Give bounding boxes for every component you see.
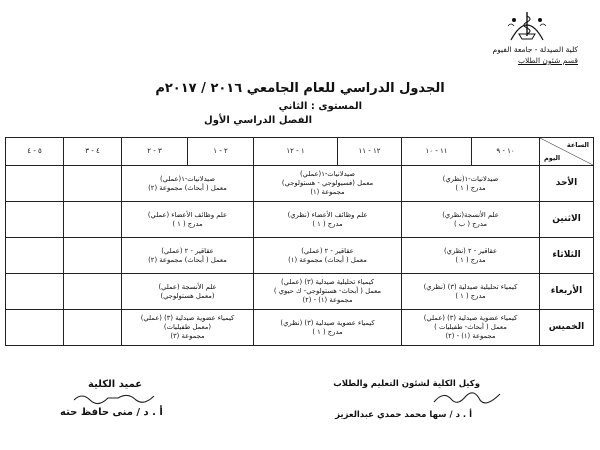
- header-row: [6, 138, 594, 166]
- empty-cell: [64, 238, 122, 274]
- empty-cell: [6, 274, 64, 310]
- dean-title: عميد الكلية: [88, 379, 143, 390]
- day-label: الخميس: [540, 310, 594, 346]
- class-cell: صيدلانيات-١(نظري) مدرج ( ١ ): [402, 166, 540, 202]
- class-cell: علم الأنسجة(نظري) مدرج ( ب ): [402, 202, 540, 238]
- day-row-thursday: [6, 310, 594, 346]
- class-cell: كيمياء عضوية صيدلية (٣) (نظري) مدرج ( ١ ): [254, 310, 402, 346]
- day-label: الاثنين: [540, 202, 594, 238]
- class-cell: كيمياء تحليلية صيدلية (٣) (عملي) معمل ( أبحاث- هستولوجي- ك حيوي ) مجموعة (١) - (٢): [254, 274, 402, 310]
- vice-dean-name: أ . د / سها محمد حمدي عبدالعزيز: [335, 410, 472, 420]
- time-slot: ١١ - ١٠: [402, 138, 472, 166]
- time-slot: ٣ - ٢: [122, 138, 188, 166]
- time-slot: ٢ - ١: [188, 138, 254, 166]
- day-row-sunday: [6, 166, 594, 202]
- day-corner-label: اليوم: [544, 154, 561, 162]
- dean-name: أ . د / منى حافظ حته: [60, 407, 163, 418]
- dean-signature: [70, 390, 160, 408]
- empty-cell: [64, 166, 122, 202]
- class-cell: كيمياء عضوية صيدلية (٣) (عملي) (معمل طفيليات) مجموعة (٣): [122, 310, 254, 346]
- time-slot: ١٠ - ٩: [472, 138, 540, 166]
- day-row-wednesday: [6, 274, 594, 310]
- time-slot: ٤ - ٣: [64, 138, 122, 166]
- class-cell: عقاقير - ٢ (نظري) مدرج ( ١ ): [402, 238, 540, 274]
- empty-cell: [6, 166, 64, 202]
- empty-cell: [64, 310, 122, 346]
- class-cell: علم الأنسجة (عملي) (معمل هستولوجي): [122, 274, 254, 310]
- corner-cell: [540, 138, 594, 166]
- empty-cell: [64, 202, 122, 238]
- time-slot: ٥ - ٤: [6, 138, 64, 166]
- empty-cell: [64, 274, 122, 310]
- schedule-table: [5, 137, 594, 346]
- time-slot: ١٢ - ١١: [338, 138, 402, 166]
- class-cell: علم وظائف الأعضاء (عملي) مدرج ( ١ ): [122, 202, 254, 238]
- department-name: قسم شئون الطلاب: [517, 56, 578, 65]
- class-cell: صيدلانيات-١(عملي) معمل (فسيولوجي - هستولوجي) مجموعة (١): [254, 166, 402, 202]
- page-title: الجدول الدراسي للعام الجامعي ٢٠١٦ / ٢٠١٧م: [155, 81, 445, 96]
- vice-dean-title: وكيل الكلية لشئون التعليم والطلاب: [333, 379, 480, 389]
- class-cell: كيمياء عضوية صيدلية (٣) (عملي) معمل ( أبحاث- طفيليات ) مجموعة (١) - (٢): [402, 310, 540, 346]
- class-cell: عقاقير - ٢ (عملي) معمل ( أبحاث) مجموعة (٢): [122, 238, 254, 274]
- empty-cell: [6, 202, 64, 238]
- class-cell: كيمياء تحليلية صيدلية (٣) (نظري) مدرج ( ١ ): [402, 274, 540, 310]
- day-row-monday: [6, 202, 594, 238]
- class-cell: علم وظائف الأعضاء (نظري) مدرج ( ١ ): [254, 202, 402, 238]
- faculty-name: كلية الصيدلة - جامعة الفيوم: [492, 45, 578, 54]
- day-label: الأحد: [540, 166, 594, 202]
- university-logo: [505, 6, 549, 44]
- day-label: الثلاثاء: [540, 238, 594, 274]
- empty-cell: [6, 310, 64, 346]
- level-label: المستوى : الثاني: [278, 101, 362, 112]
- time-corner-label: الساعة: [566, 141, 589, 149]
- term-label: الفصل الدراسي الأول: [204, 115, 312, 126]
- empty-cell: [6, 238, 64, 274]
- vice-dean-signature: [430, 388, 510, 408]
- time-slot: ١ - ١٢: [254, 138, 338, 166]
- day-label: الأربعاء: [540, 274, 594, 310]
- day-row-tuesday: [6, 238, 594, 274]
- class-cell: صيدلانيات-١(عملي) معمل ( أبحاث) مجموعة (٢): [122, 166, 254, 202]
- class-cell: عقاقير - ٢ (عملي) معمل ( أبحاث) مجموعة (١): [254, 238, 402, 274]
